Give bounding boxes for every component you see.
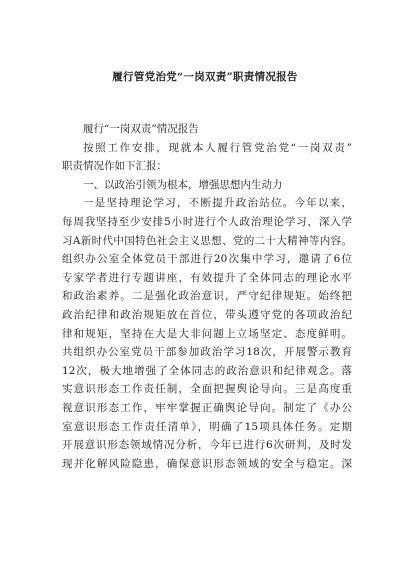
body-line: 室意识形态工作责任清单》，明确了15项具体任务。定期	[62, 420, 352, 433]
document-title: 履行管党治党“一岗双责”职责情况报告	[112, 71, 298, 83]
body-line: 职责情况作如下汇报：	[62, 160, 167, 173]
body-line: 实意识形态工作责任制，全面把握舆论导向。三是高度重	[62, 383, 352, 396]
document-body	[62, 120, 352, 473]
body-line: 12次，极大地增强了全体同志的政治意识和纪律观念。落	[62, 364, 352, 377]
body-line: 按照工作安排，现就本人履行管党治党“一岗双责”	[83, 141, 352, 154]
body-line: 专家学者进行专题讲座，有效提升了全体同志的理论水平	[62, 271, 352, 284]
body-line: 和政治素养。二是强化政治意识，严守纪律规矩。始终把	[62, 290, 352, 303]
body-line: 履行“一岗双责”情况报告	[83, 123, 199, 135]
body-line: 共组织办公室党员干部参加政治学习18次，开展警示教育	[62, 346, 352, 359]
body-line: 一是坚持理论学习，不断提升政治站位。今年以来，	[83, 197, 352, 210]
body-line: 现并化解风险隐患，确保意识形态领域的安全与稳定。深	[62, 457, 352, 470]
body-line: 组织办公室全体党员干部进行20次集中学习，邀请了6位	[62, 253, 352, 266]
body-line: 视意识形态工作，牢牢掌握正确舆论导向。制定了《办公	[62, 401, 352, 414]
body-line: 一、以政治引领为根本，增强思想内生动力	[83, 178, 283, 191]
body-line: 习A新时代中国特色社会主义思想、党的二十大精神等内容。	[62, 234, 352, 247]
body-line: 律和规矩，坚持在大是大非问题上立场坚定、态度鲜明。	[62, 327, 352, 340]
body-line: 每周我坚持至少安排5小时进行个人政治理论学习，深入学	[62, 215, 352, 228]
body-line: 政治纪律和政治规矩放在首位，带头遵守党的各项政治纪	[62, 308, 352, 321]
body-line: 开展意识形态领域情况分析，今年已进行6次研判，及时发	[62, 439, 352, 452]
